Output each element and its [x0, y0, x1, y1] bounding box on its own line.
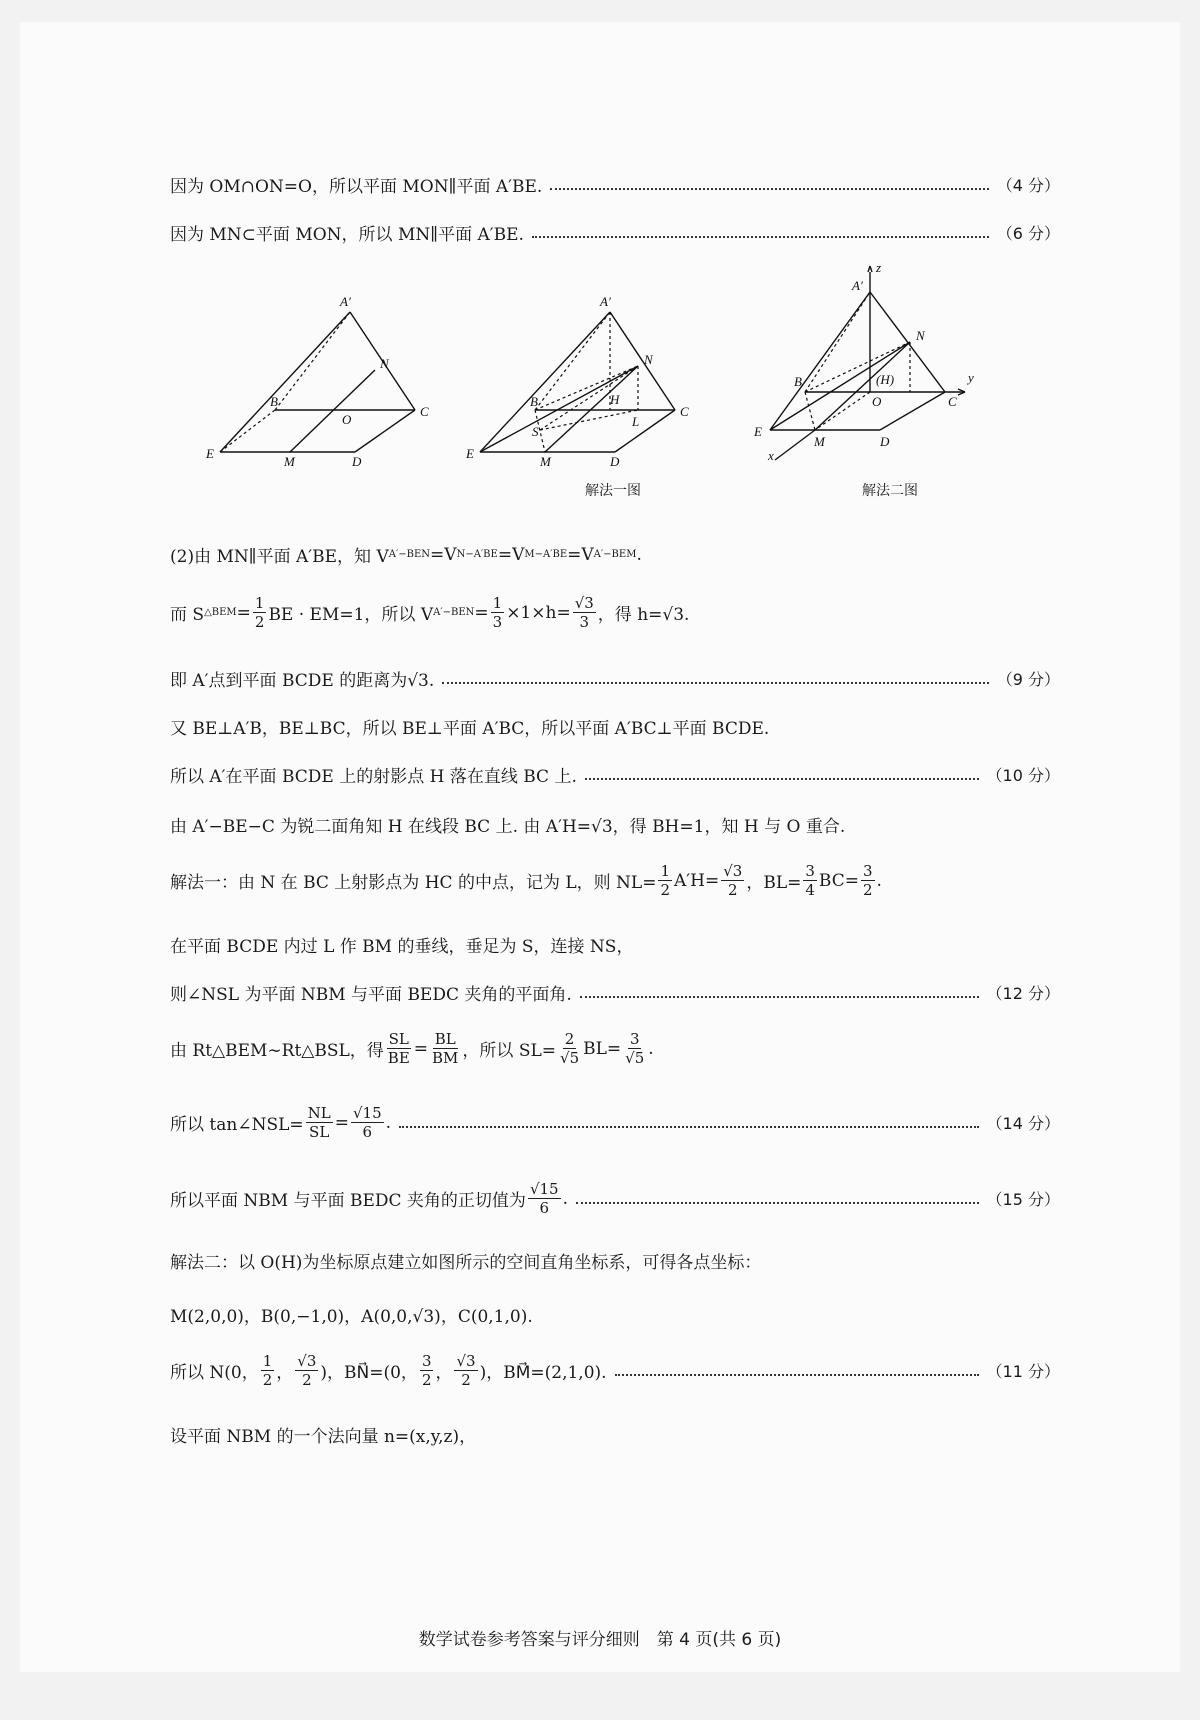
fraction — [573, 594, 596, 631]
denominator: 3 — [492, 613, 503, 631]
solution-line — [170, 542, 642, 567]
score-label: （11 分） — [986, 1362, 1060, 1381]
vertex-label: (H) — [876, 372, 895, 387]
fraction — [454, 1352, 477, 1389]
vertex-label: O — [342, 412, 352, 427]
text-segment: =V — [497, 544, 525, 565]
dot-leader — [615, 1374, 979, 1376]
denominator: 6 — [362, 1123, 373, 1141]
vertex-label: C — [948, 394, 957, 409]
numerator: 2 — [564, 1030, 575, 1048]
dot-leader — [532, 236, 989, 238]
solution-line — [170, 1352, 1060, 1389]
figure-coordinate-prism — [750, 262, 1020, 472]
text-segment: = — [413, 1038, 429, 1059]
score-label: （6 分） — [996, 224, 1060, 243]
numerator: √3 — [574, 594, 594, 612]
dot-leader — [442, 682, 988, 684]
answer-page — [20, 22, 1180, 1672]
dot-leader — [399, 1126, 979, 1128]
text-segment: BL= — [583, 1038, 622, 1059]
numerator: 3 — [805, 862, 815, 880]
fraction — [491, 594, 505, 631]
fraction — [386, 1030, 412, 1067]
solution-line: 解法二：以 O(H)为坐标原点建立如图所示的空间直角坐标系，可得各点坐标： — [170, 1253, 762, 1273]
text-segment: = — [474, 602, 489, 623]
dot-leader — [585, 778, 979, 780]
subscript: M−A′BE — [524, 549, 568, 560]
subscript: △BEM — [204, 607, 237, 618]
denominator: SL — [309, 1123, 330, 1141]
vertex-label: C — [420, 404, 429, 419]
numerator: 3 — [862, 862, 873, 880]
vertex-label: N — [644, 352, 653, 367]
vertex-label: S — [532, 424, 539, 439]
text-segment: = — [236, 602, 251, 623]
denominator: 2 — [461, 1371, 471, 1389]
numerator: SL — [388, 1030, 409, 1048]
subscript: N−A′BE — [456, 549, 498, 560]
numerator: BL — [434, 1030, 456, 1048]
text-segment: )，BM⃗=(2,1,0). — [479, 1363, 607, 1383]
vertex-label: D — [352, 454, 362, 469]
vertex-label: B — [270, 394, 278, 409]
denominator: 2 — [728, 881, 738, 899]
score-label: （4 分） — [996, 176, 1060, 195]
denominator: 2 — [254, 613, 265, 631]
dot-leader — [580, 996, 979, 998]
solution-line — [170, 980, 1060, 1005]
solution-line — [170, 594, 689, 631]
dot-leader — [550, 188, 988, 190]
solution-line: 又 BE⊥A′B，BE⊥BC，所以 BE⊥平面 A′BC，所以平面 A′BC⊥平面 BCDE. — [170, 719, 770, 739]
vertex-label: C — [680, 404, 689, 419]
text-segment: . — [385, 1112, 392, 1133]
fraction — [295, 1352, 318, 1389]
fraction — [558, 1030, 581, 1067]
vertex-label: D — [880, 434, 890, 449]
text-segment: 所以 tan∠NSL= — [170, 1115, 304, 1135]
vertex-label: A′ — [340, 294, 351, 309]
numerator: √15 — [529, 1180, 559, 1198]
figure-caption: 解法一图 — [585, 483, 641, 499]
denominator: BM — [432, 1049, 459, 1067]
denominator: 2 — [660, 881, 670, 899]
solution-line — [170, 862, 882, 899]
axis-label: x — [768, 448, 774, 463]
numerator: 1 — [492, 594, 503, 612]
text-segment: 所以平面 NBM 与平面 BEDC 夹角的正切值为 — [170, 1191, 526, 1211]
vertex-label: N — [380, 356, 389, 371]
text-segment: =V — [430, 544, 457, 565]
solution-line: M(2,0,0)，B(0,−1,0)，A(0,0,√3)，C(0,1,0). — [170, 1307, 533, 1327]
fraction — [351, 1104, 384, 1141]
solution-line — [170, 762, 1060, 787]
text-segment: ，所以 SL= — [462, 1041, 557, 1061]
figure-prism-2 — [460, 292, 710, 472]
text-segment: =V — [567, 544, 594, 565]
denominator: 2 — [262, 1371, 273, 1389]
text-segment: (2)由 MN∥平面 A′BE，知 V — [170, 547, 389, 567]
score-label: （15 分） — [986, 1190, 1060, 1209]
vertex-label: L — [632, 414, 640, 429]
solution-line: 在平面 BCDE 内过 L 作 BM 的垂线，垂足为 S，连接 NS， — [170, 937, 634, 957]
numerator: 1 — [262, 1352, 273, 1370]
solution-line: 由 A′−BE−C 为锐二面角知 H 在线段 BC 上. 由 A′H=√3，得 BH=1，知 H 与 O 重合. — [170, 817, 846, 837]
solution-line — [170, 666, 1060, 691]
line-text: 所以 A′在平面 BCDE 上的射影点 H 落在直线 BC 上. — [170, 767, 577, 787]
text-segment: ×1×h= — [506, 602, 571, 623]
text-segment: ，得 h=√3. — [597, 605, 690, 625]
fraction — [253, 594, 267, 631]
fraction — [528, 1180, 561, 1217]
text-segment: ，BL= — [746, 873, 802, 893]
denominator: 2 — [302, 1371, 312, 1389]
text-segment: . — [636, 544, 642, 565]
line-text — [170, 1352, 607, 1389]
vertex-label: B — [794, 374, 802, 389]
line-text — [170, 1180, 568, 1217]
text-segment: 所以 N(0， — [170, 1363, 259, 1383]
vertex-label: M — [284, 454, 295, 469]
text-segment: = — [334, 1112, 349, 1133]
text-segment: 由 Rt△BEM∼Rt△BSL，得 — [170, 1041, 384, 1061]
line-text: 则∠NSL 为平面 NBM 与平面 BEDC 夹角的平面角. — [170, 985, 572, 1005]
solution-line — [170, 1030, 654, 1067]
fraction — [658, 862, 672, 899]
vertex-label: E — [206, 446, 214, 461]
denominator: √5 — [560, 1049, 580, 1067]
axis-label: y — [968, 370, 974, 385]
subscript: A′−BEN — [388, 549, 431, 560]
solution-line — [170, 172, 1060, 197]
text-segment: BE · EM=1，所以 V — [268, 605, 434, 625]
fraction — [306, 1104, 333, 1141]
denominator: 3 — [579, 613, 590, 631]
numerator: √3 — [297, 1352, 317, 1370]
line-text: 因为 OM∩ON=O，所以平面 MON∥平面 A′BE. — [170, 177, 543, 197]
fraction — [803, 862, 817, 899]
score-label: （14 分） — [986, 1114, 1060, 1133]
numerator: 3 — [629, 1030, 640, 1048]
solution-line — [170, 1104, 1060, 1141]
text-segment: . — [876, 870, 882, 891]
numerator: 1 — [660, 862, 670, 880]
score-label: （9 分） — [996, 670, 1060, 689]
denominator: 6 — [539, 1199, 550, 1217]
text-segment: ， — [276, 1363, 294, 1383]
text-segment: A′H= — [674, 870, 720, 891]
numerator: √3 — [456, 1352, 476, 1370]
solution-line — [170, 220, 1060, 245]
denominator: 4 — [805, 881, 815, 899]
figure-prism-1 — [200, 292, 460, 472]
numerator: 3 — [421, 1352, 432, 1370]
vertex-label: E — [466, 446, 474, 461]
text-segment: BC= — [818, 870, 859, 891]
text-segment: . — [648, 1038, 654, 1059]
figure-caption: 解法二图 — [862, 483, 918, 499]
fraction — [721, 862, 744, 899]
fraction — [420, 1352, 434, 1389]
text-segment: . — [562, 1188, 568, 1209]
text-segment: ， — [435, 1363, 453, 1383]
vertex-label: O — [872, 394, 882, 409]
score-label: （10 分） — [986, 766, 1060, 785]
vertex-label: D — [610, 454, 620, 469]
vertex-label: A′ — [600, 294, 611, 309]
subscript: A′−BEM — [593, 549, 637, 560]
vertex-label: B — [530, 394, 538, 409]
denominator: BE — [387, 1049, 410, 1067]
solution-line: 设平面 NBM 的一个法向量 n=(x,y,z)， — [170, 1427, 477, 1447]
dot-leader — [576, 1202, 979, 1204]
vertex-label: E — [754, 424, 762, 439]
numerator: NL — [307, 1104, 331, 1122]
axis-label: z — [876, 262, 882, 275]
fraction — [623, 1030, 646, 1067]
denominator: 2 — [862, 881, 873, 899]
vertex-label: N — [916, 328, 925, 343]
line-text — [170, 1104, 391, 1141]
vertex-label: M — [814, 434, 825, 449]
line-text: 因为 MN⊂平面 MON，所以 MN∥平面 A′BE. — [170, 225, 524, 245]
vertex-label: A′ — [852, 278, 863, 293]
subscript: A′−BEN — [433, 607, 475, 618]
vertex-label: M — [540, 454, 551, 469]
score-label: （12 分） — [986, 984, 1060, 1003]
vertex-label: H — [610, 392, 620, 407]
page-footer: 数学试卷参考答案与评分细则 第 4 页(共 6 页) — [418, 1630, 782, 1650]
solution-line — [170, 1180, 1060, 1217]
denominator: 2 — [421, 1371, 432, 1389]
text-segment: 解法一：由 N 在 BC 上射影点为 HC 的中点，记为 L，则 NL= — [170, 873, 657, 893]
numerator: √15 — [352, 1104, 382, 1122]
text-segment: )，BN⃗=(0， — [320, 1363, 418, 1383]
text-segment: 而 S — [170, 605, 205, 625]
fraction — [861, 862, 875, 899]
numerator: √3 — [723, 862, 743, 880]
line-text: 即 A′点到平面 BCDE 的距离为√3. — [170, 671, 435, 691]
numerator: 1 — [254, 594, 265, 612]
denominator: √5 — [625, 1049, 645, 1067]
fraction — [261, 1352, 275, 1389]
fraction — [430, 1030, 460, 1067]
